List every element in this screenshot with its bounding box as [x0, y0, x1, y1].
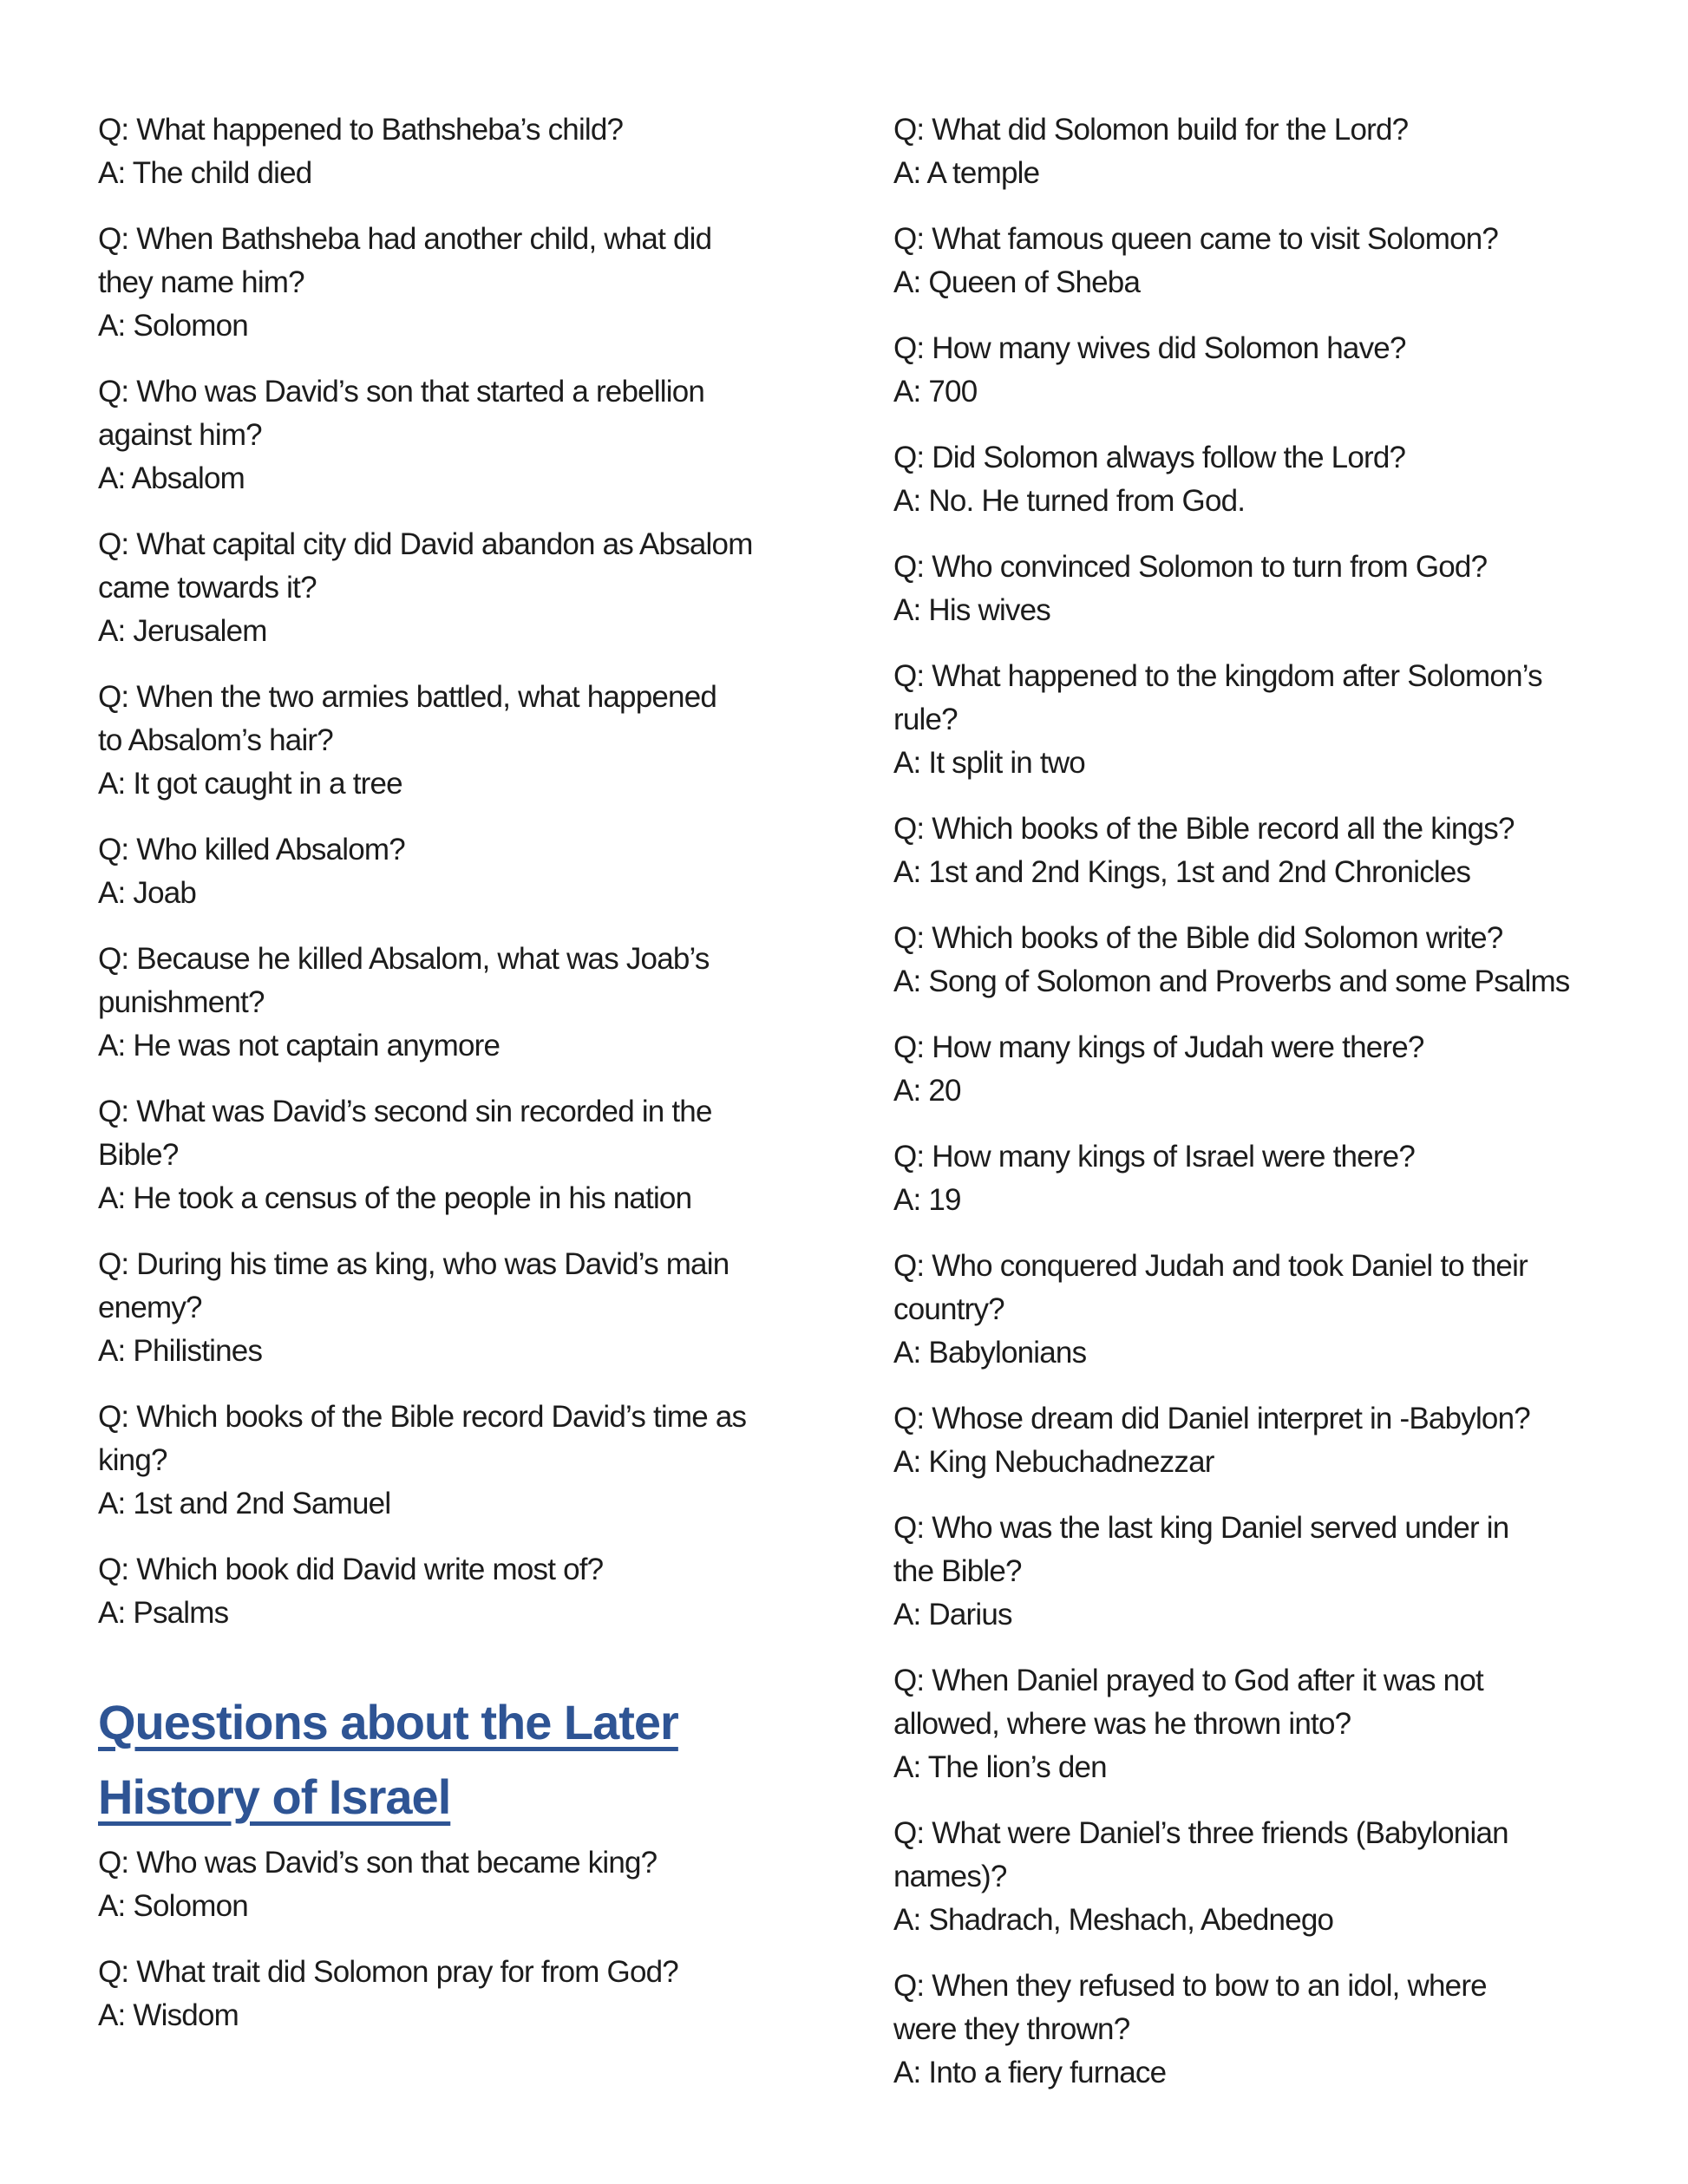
question-line: Q: Who was the last king Daniel served under in	[893, 1511, 1509, 1545]
question-line: Q: Who was David’s son that started a rebellion	[98, 375, 705, 409]
qa-block	[893, 1659, 1579, 1789]
answer-line: A: Philistines	[98, 1334, 263, 1368]
question-line: were they thrown?	[893, 2012, 1130, 2046]
qa-block	[893, 1026, 1579, 1113]
section-heading	[98, 1685, 783, 1834]
question-line: Q: Whose dream did Daniel interpret in -Babylon?	[893, 1402, 1530, 1435]
answer-line: A: Song of Solomon and Proverbs and some Psalms	[893, 964, 1570, 998]
qa-block	[98, 1951, 783, 2037]
qa-block	[98, 1090, 783, 1220]
question-line: Q: When they refused to bow to an idol, where	[893, 1969, 1487, 2003]
question-line: Q: Which books of the Bible did Solomon write?	[893, 921, 1503, 955]
qa-block	[893, 546, 1579, 632]
question-line: country?	[893, 1292, 1004, 1326]
answer-line: A: Absalom	[98, 461, 245, 495]
two-column-layout	[98, 108, 1688, 2117]
qa-block	[98, 108, 783, 195]
question-line: they name him?	[98, 265, 304, 299]
answer-line: A: Jerusalem	[98, 614, 267, 648]
qa-block	[893, 436, 1579, 523]
question-line: Q: What trait did Solomon pray for from God?	[98, 1955, 678, 1989]
question-line: Q: What famous queen came to visit Solomon?	[893, 222, 1499, 256]
qa-block	[893, 1965, 1579, 2095]
question-line: Q: Which book did David write most of?	[98, 1553, 604, 1586]
question-line: Q: When Daniel prayed to God after it was not	[893, 1664, 1483, 1697]
question-line: came towards it?	[98, 571, 317, 605]
answer-line: A: Joab	[98, 876, 197, 910]
question-line: Q: What was David’s second sin recorded in the	[98, 1095, 712, 1128]
answer-line: A: A temple	[893, 156, 1040, 190]
answer-line: A: Solomon	[98, 1889, 248, 1923]
qa-block	[893, 108, 1579, 195]
answer-line: A: Wisdom	[98, 1998, 239, 2032]
question-line: Q: During his time as king, who was David’s main	[98, 1247, 730, 1281]
question-line: names)?	[893, 1860, 1007, 1893]
qa-block	[98, 218, 783, 348]
qa-block	[98, 523, 783, 653]
qa-block	[893, 1397, 1579, 1484]
answer-line: A: Shadrach, Meshach, Abednego	[893, 1903, 1334, 1937]
question-line: punishment?	[98, 985, 265, 1019]
qa-block	[893, 808, 1579, 894]
section-heading-text: History of Israel	[98, 1769, 451, 1824]
section-heading-line	[98, 1760, 783, 1834]
question-line: Bible?	[98, 1138, 179, 1172]
qa-block	[98, 938, 783, 1068]
question-line: Q: What happened to Bathsheba’s child?	[98, 113, 624, 147]
qa-block	[893, 1507, 1579, 1637]
answer-line: A: He took a census of the people in his nation	[98, 1181, 692, 1215]
question-line: Q: Which books of the Bible record David’s time as	[98, 1400, 747, 1434]
answer-line: A: It split in two	[893, 746, 1085, 780]
question-line: Q: Who conquered Judah and took Daniel to their	[893, 1249, 1528, 1283]
left-column	[98, 108, 783, 2060]
answer-line: A: 19	[893, 1183, 961, 1217]
answer-line: A: Babylonians	[893, 1336, 1087, 1370]
answer-line: A: The lion’s den	[893, 1750, 1107, 1784]
section-heading-line	[98, 1685, 783, 1760]
answer-line: A: 1st and 2nd Kings, 1st and 2nd Chronicles	[893, 855, 1471, 889]
question-line: Q: How many wives did Solomon have?	[893, 331, 1406, 365]
qa-block	[893, 655, 1579, 785]
question-line: Q: Who was David’s son that became king?	[98, 1846, 658, 1880]
qa-block	[893, 1812, 1579, 1942]
answer-line: A: 1st and 2nd Samuel	[98, 1487, 391, 1520]
answer-line: A: Solomon	[98, 309, 248, 343]
answer-line: A: 20	[893, 1074, 961, 1108]
answer-line: A: 700	[893, 375, 978, 409]
qa-block	[98, 676, 783, 806]
qa-block	[98, 1243, 783, 1373]
question-line: to Absalom’s hair?	[98, 723, 333, 757]
question-line: Q: Because he killed Absalom, what was Joab’s	[98, 942, 710, 976]
answer-line: A: No. He turned from God.	[893, 484, 1246, 518]
question-line: Q: What were Daniel’s three friends (Babylonian	[893, 1816, 1508, 1850]
qa-block	[98, 1548, 783, 1635]
question-line: Q: Who killed Absalom?	[98, 833, 405, 866]
question-line: Q: How many kings of Israel were there?	[893, 1140, 1416, 1174]
question-line: rule?	[893, 703, 958, 736]
qa-block	[98, 370, 783, 500]
question-line: Q: When the two armies battled, what happened	[98, 680, 717, 714]
qa-block	[893, 1135, 1579, 1222]
question-line: the Bible?	[893, 1554, 1022, 1588]
answer-line: A: His wives	[893, 593, 1050, 627]
answer-line: A: Queen of Sheba	[893, 265, 1141, 299]
question-line: Q: What did Solomon build for the Lord?	[893, 113, 1409, 147]
section-heading-text: Questions about the Later	[98, 1695, 678, 1749]
question-line: Q: What capital city did David abandon as Absalom	[98, 527, 753, 561]
question-line: allowed, where was he thrown into?	[893, 1707, 1351, 1741]
qa-block	[893, 1245, 1579, 1375]
answer-line: A: King Nebuchadnezzar	[893, 1445, 1214, 1479]
qa-block	[98, 828, 783, 915]
answer-line: A: It got caught in a tree	[98, 767, 402, 801]
question-line: Q: Which books of the Bible record all the kings?	[893, 812, 1515, 846]
qa-block	[893, 327, 1579, 414]
answer-line: A: He was not captain anymore	[98, 1029, 501, 1063]
qa-block	[893, 218, 1579, 304]
qa-block	[98, 1841, 783, 1928]
question-line: Q: What happened to the kingdom after Solomon’s	[893, 659, 1542, 693]
right-column	[893, 108, 1579, 2117]
answer-line: A: Darius	[893, 1598, 1012, 1631]
qa-block	[98, 1396, 783, 1526]
answer-line: A: Into a fiery furnace	[893, 2056, 1167, 2089]
question-line: enemy?	[98, 1291, 202, 1324]
qa-block	[893, 917, 1579, 1004]
question-line: Q: When Bathsheba had another child, what did	[98, 222, 712, 256]
question-line: against him?	[98, 418, 262, 452]
question-line: Q: How many kings of Judah were there?	[893, 1030, 1424, 1064]
answer-line: A: Psalms	[98, 1596, 229, 1630]
question-line: king?	[98, 1443, 167, 1477]
question-line: Q: Did Solomon always follow the Lord?	[893, 441, 1406, 474]
question-line: Q: Who convinced Solomon to turn from God?	[893, 550, 1488, 584]
answer-line: A: The child died	[98, 156, 312, 190]
